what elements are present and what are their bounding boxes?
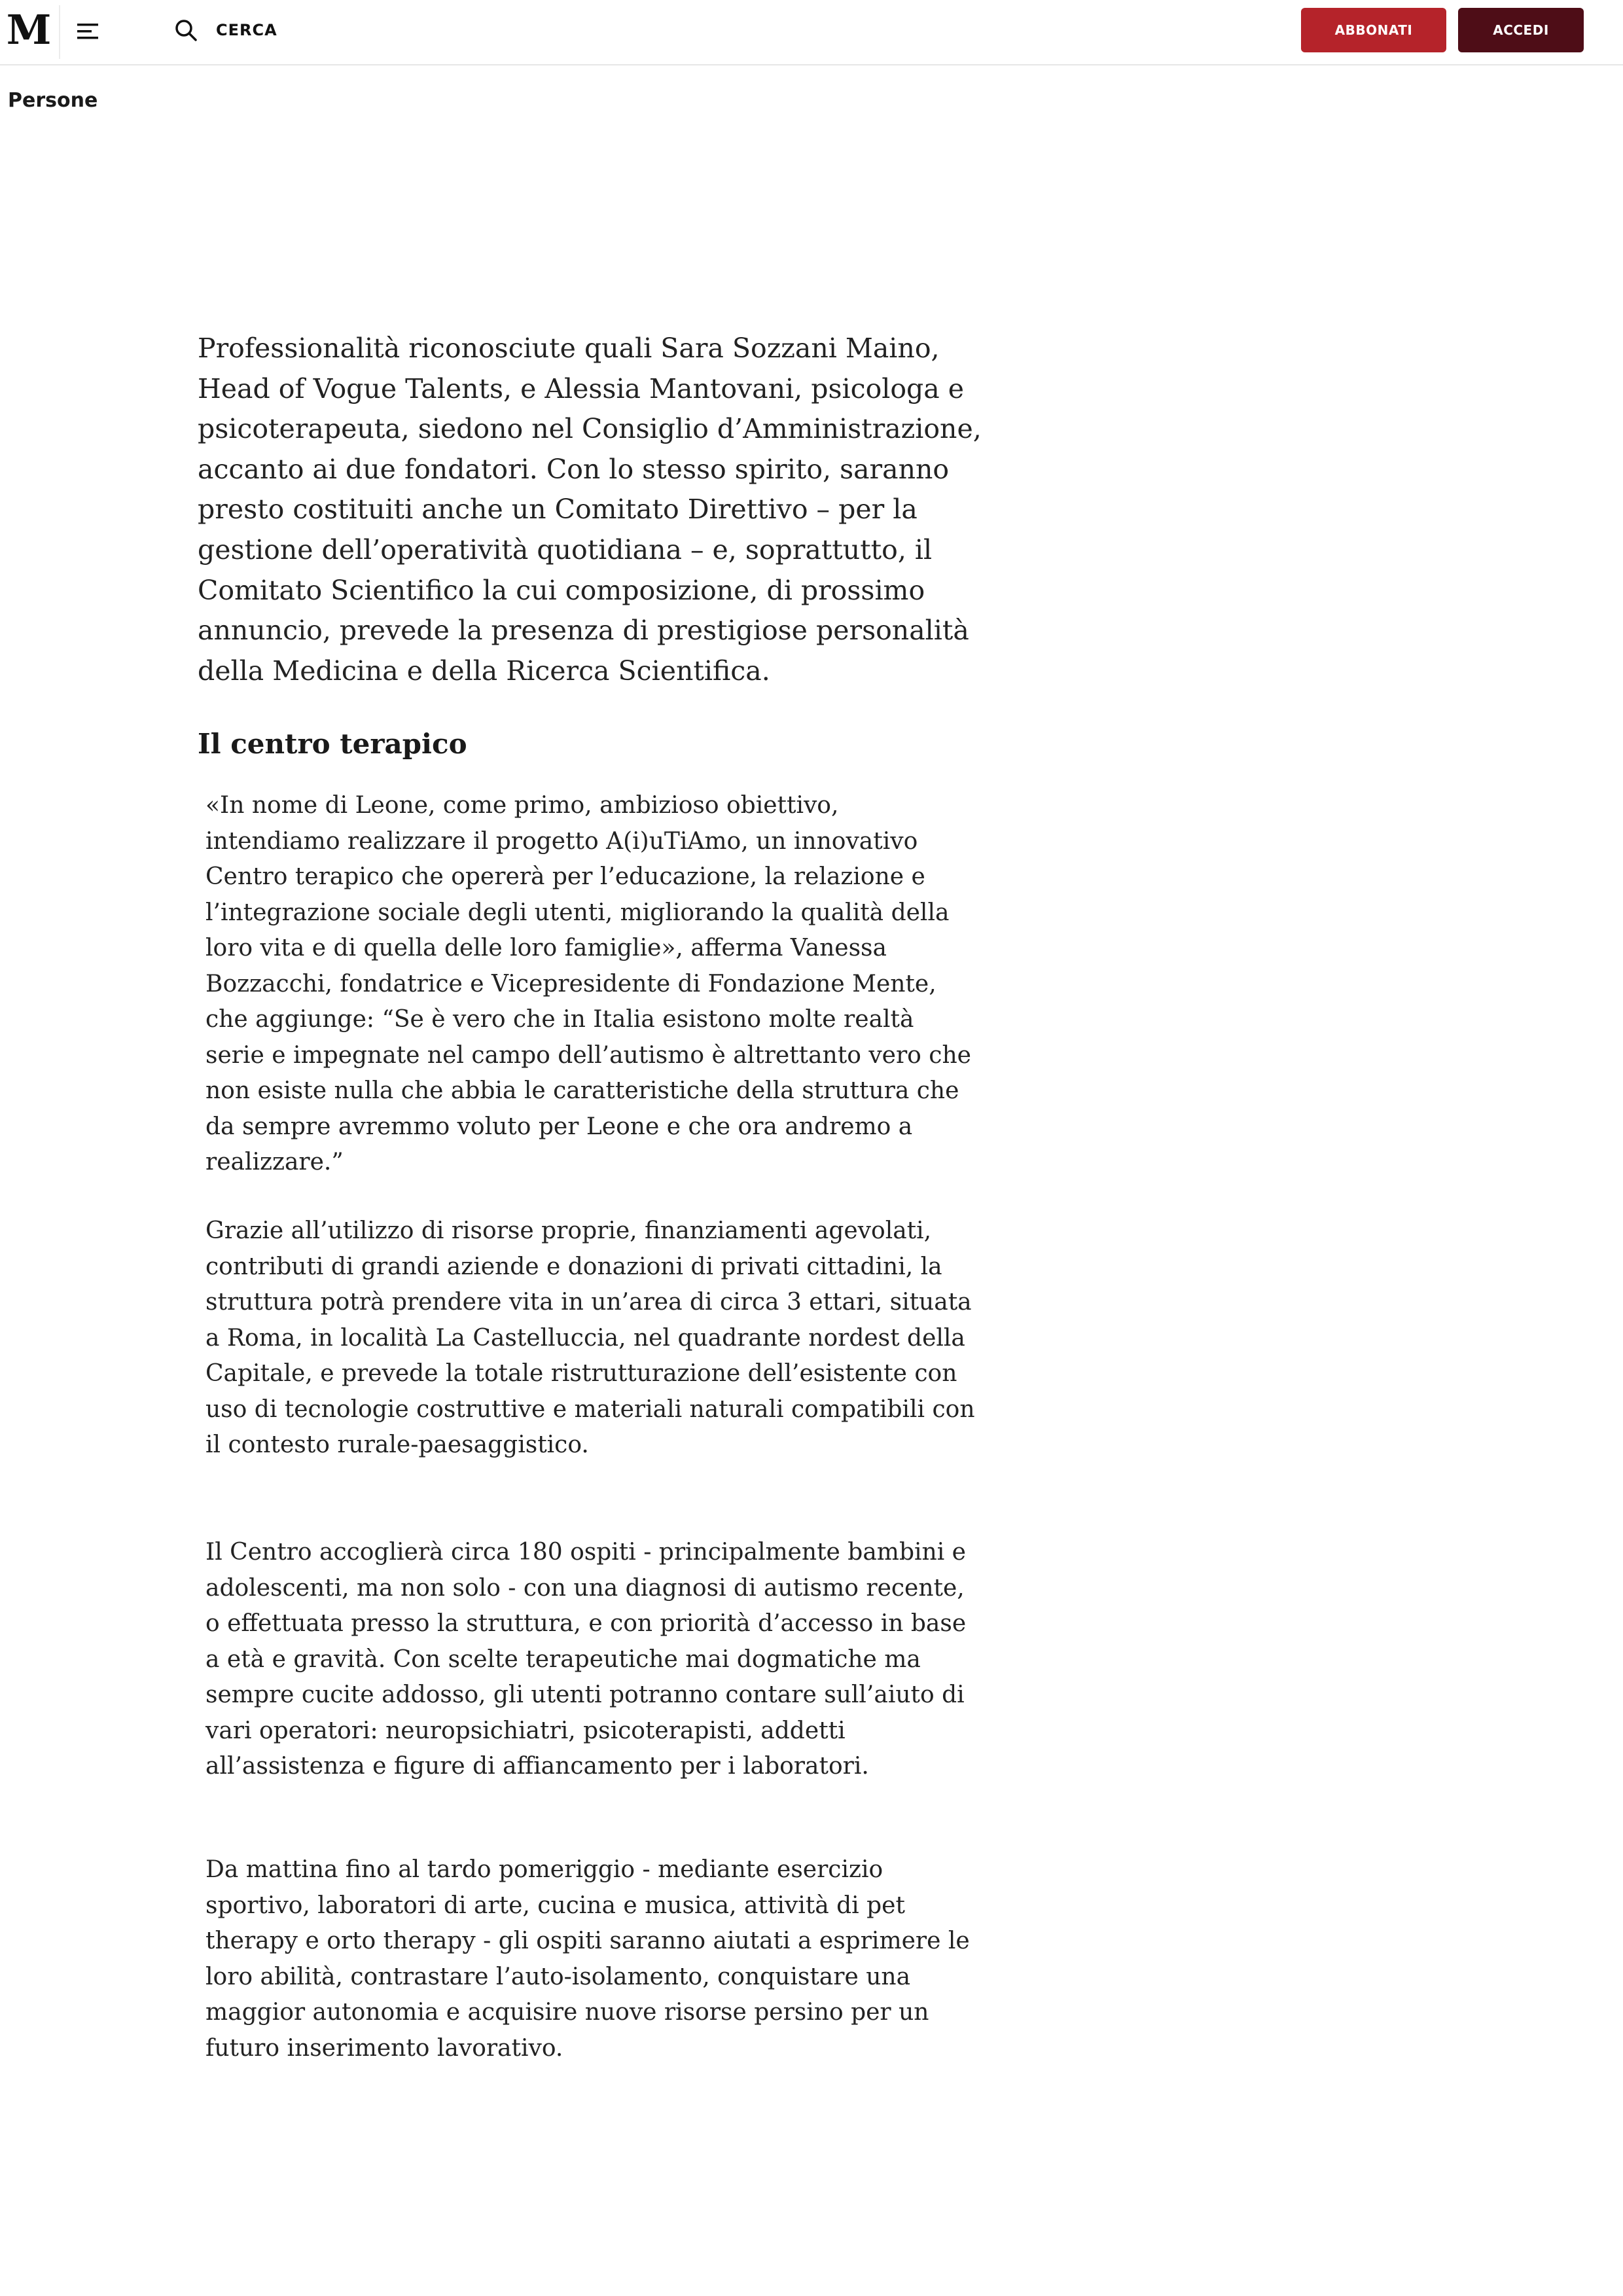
search-button[interactable] [171, 12, 277, 48]
article-paragraph-quote: «In nome di Leone, come primo, ambizioso obiettivo, intendiamo realizzare il progetto A(i)uTiAmo, un innovativo Centro terapico che opererà per l’educazione, la relazione e l’integrazione sociale degli utenti, migliorando la qualità della loro vita e di quella delle loro famiglie», afferma Vanessa Bozzacchi, fondatrice e Vicepresidente di Fondazione Mente, che aggiunge: “Se è vero che in Italia esistono molte realtà serie e impegnate nel campo dell’autismo è altrettanto vero che non esiste nulla che abbia le caratteristiche della struttura che da sempre avremmo voluto per Leone e che ora andremo a realizzare.” [205, 792, 971, 1175]
article-paragraph-activities: Da mattina fino al tardo pomeriggio - mediante esercizio sportivo, laboratori di arte, cucina e musica, attività di pet therapy e orto therapy - gli ospiti saranno aiutati a esprimere le loro abilità, contrastare l’auto-isolamento, conquistare una maggior autonomia e acquisire nuove risorse persino per un futuro inserimento lavorativo. [205, 1856, 970, 2062]
top-navigation-bar [0, 0, 1623, 65]
svg-text:M: M [6, 6, 52, 54]
article-intro-paragraph: Professionalità riconosciute quali Sara Sozzani Maino, Head of Vogue Talents, e Alessia Mantovani, psicologa e psicoterapeuta, siedono nel Consiglio d’Amministrazione, accanto ai due fondatori. Con lo stesso spirito, saranno presto costituiti anche un Comitato Direttivo – per la gestione dell’operatività quotidiana – e, soprattutto, il Comitato Scientifico la cui composizione, di prossimo annuncio, prevede la presenza di prestigiose personalità della Medicina e della Ricerca Scientifica. [198, 332, 982, 687]
search-label: CERCA [216, 21, 277, 39]
logo-divider [59, 5, 60, 59]
article-paragraph-funding: Grazie all’utilizzo di risorse proprie, finanziamenti agevolati, contributi di grandi aziende e donazioni di privati cittadini, la struttura potrà prendere vita in un’area di circa 3 ettari, situata a Roma, in località La Castelluccia, nel quadrante nordest della Capitale, e prevede la totale ristrutturazione dell’esistente con uso di tecnologie costruttive e materiali naturali compatibili con il contesto rurale-paesaggistico. [205, 1217, 975, 1458]
login-button[interactable]: ACCEDI [1458, 8, 1584, 52]
site-logo[interactable] [7, 5, 51, 52]
subscribe-button[interactable]: ABBONATI [1301, 8, 1446, 52]
logo-m-icon [6, 6, 52, 54]
search-icon [171, 16, 200, 45]
article-subheading: Il centro terapico [198, 728, 467, 760]
article-paragraph-guests: Il Centro accoglierà circa 180 ospiti - principalmente bambini e adolescenti, ma non solo - con una diagnosi di autismo recente, o effettuata presso la struttura, e con priorità d’accesso in base a età e gravità. Con scelte terapeutiche mai dogmatiche ma sempre cucite addosso, gli utenti potranno contare sull’aiuto di vari operatori: neuropsichiatri, psicoterapisti, addetti all’assistenza e figure di affiancamento per i laboratori. [205, 1539, 967, 1780]
hamburger-menu-button[interactable] [71, 14, 105, 48]
section-label[interactable]: Persone [8, 89, 98, 112]
hamburger-menu-icon [76, 22, 99, 41]
